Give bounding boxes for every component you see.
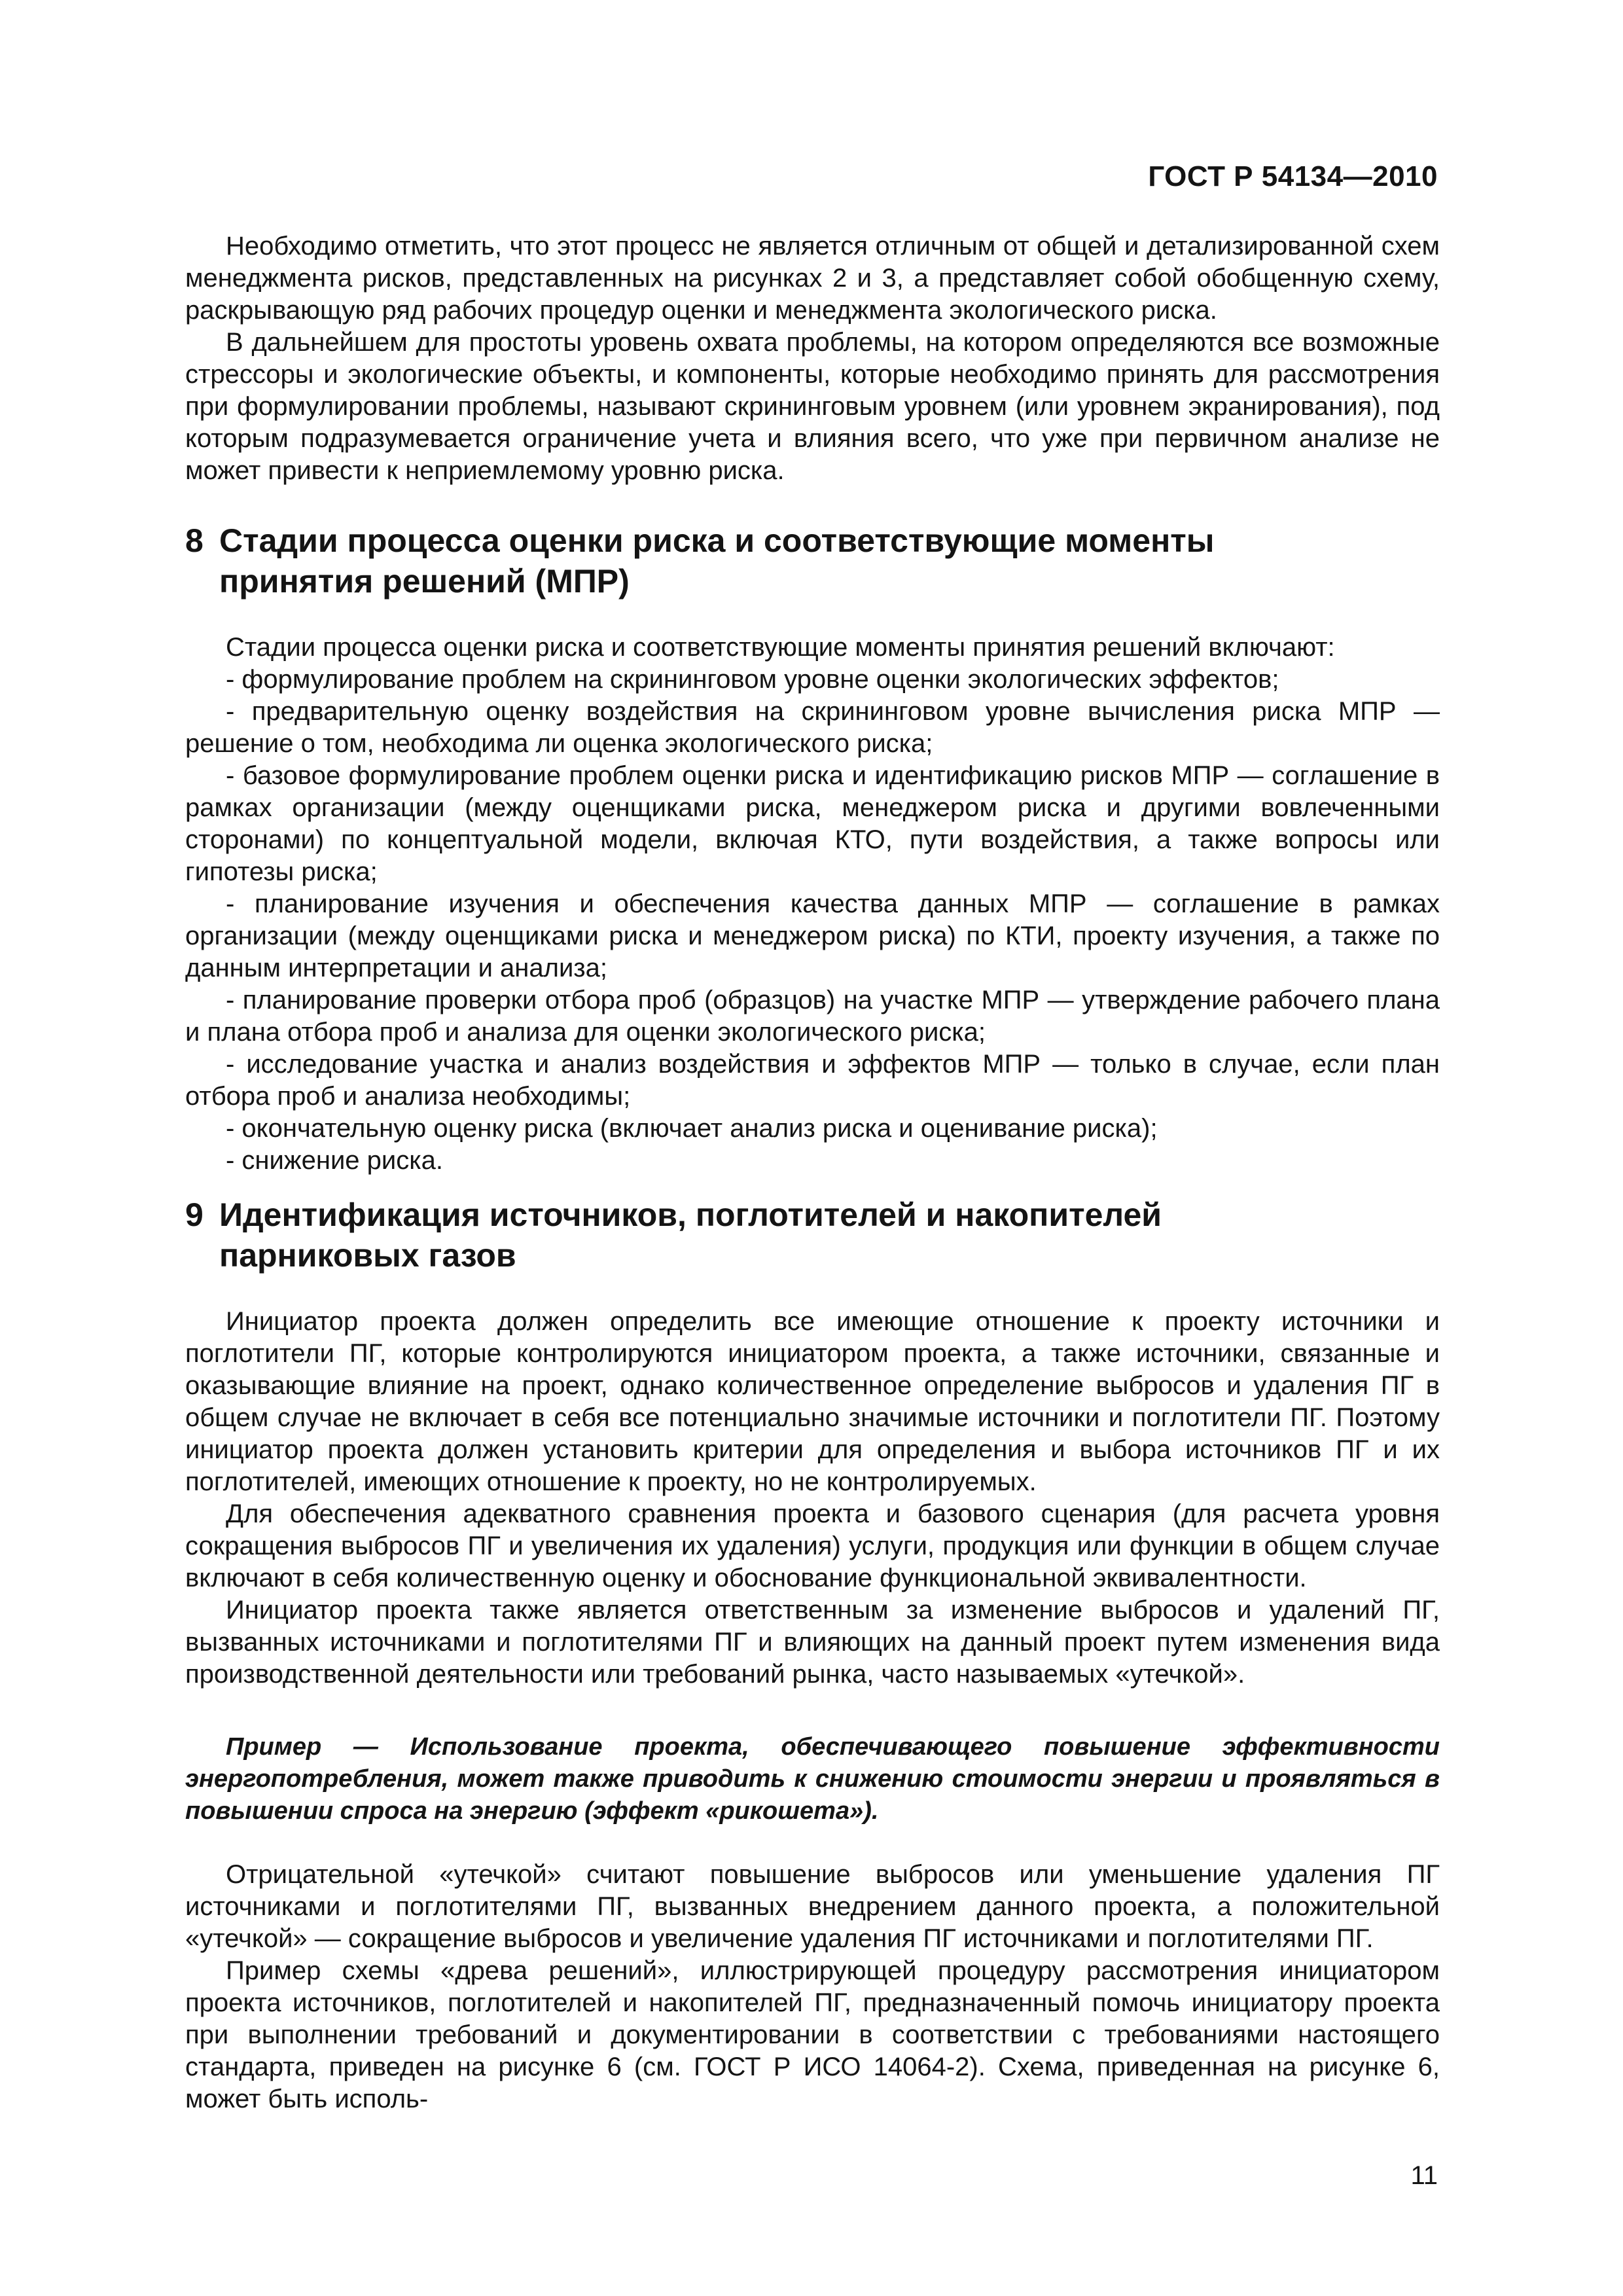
section-number: 9 [185, 1196, 204, 1233]
body-paragraph: Инициатор проекта должен определить все имеющие отношение к проекту источники и поглотители ПГ, которые контролируются инициатором проекта, а также источники, связанные и оказывающие влияние на проект, однако количественное определение выбросов и удаления ПГ в общем случае не включает в себя все потенциально значимые источники и поглотители ПГ. Поэтому инициатор проекта должен установить критерии для определения и выбора источников ПГ и их поглотителей, имеющих отношение к проекту, но не контролируемых. [185, 1307, 1440, 1496]
example-block [185, 1731, 1440, 1827]
section-8-title [185, 520, 1298, 601]
list-intro: Стадии процесса оценки риска и соответствующие моменты принятия решений включают: [226, 633, 1335, 662]
intro-paragraph: В дальнейшем для простоты уровень охвата проблемы, на котором определяются все возможные стрессоры и экологические объекты, и компоненты, которые необходимо принять для рассмотрения при формулировании проблемы, называют скрининговым уровнем (или уровнем экранирования), под которым подразумевается ограничение учета и влияния всего, что уже при первичном анализе не может привести к неприемлемому уровню риска. [185, 328, 1440, 485]
body-paragraph: Для обеспечения адекватного сравнения проекта и базового сценария (для расчета уровня сокращения выбросов ПГ и увеличения их удаления) услуги, продукция или функции в общем случае включают в себя количественную оценку и обоснование функциональной эквивалентности. [185, 1499, 1440, 1592]
section-9-title [185, 1194, 1298, 1276]
document-code-header: ГОСТ Р 54134—2010 [1148, 160, 1438, 192]
section-9-body-continued [185, 1859, 1440, 2115]
example-text: Пример — Использование проекта, обеспечивающего повышение эффективности энергопотребления, может также приводить к снижению стоимости энергии и проявляться в повышении спроса на энергию (эффект «рикошета»). [185, 1733, 1440, 1825]
body-paragraph: Отрицательной «утечкой» считают повышение выбросов или уменьшение удаления ПГ источниками и поглотителями ПГ, вызванных внедрением данного проекта, а положительной «утечкой» — сокращение выбросов и увеличение удаления ПГ источниками и поглотителями ПГ. [185, 1860, 1440, 1953]
section-8-body [185, 632, 1440, 1177]
page-number: 11 [1410, 2161, 1438, 2190]
list-item: - планирование проверки отбора проб (образцов) на участке МПР — утверждение рабочего плана и плана отбора проб и анализа для оценки экологического риска; [185, 986, 1440, 1047]
list-item: - формулирование проблем на скрининговом уровне оценки экологических эффектов; [226, 665, 1279, 694]
section-title-line2: парниковых газов [219, 1237, 516, 1274]
section-title-line2: принятия решений (МПР) [219, 563, 630, 600]
intro-block [185, 230, 1440, 487]
section-9-body [185, 1306, 1440, 1691]
body-paragraph: Пример схемы «древа решений», иллюстрирующей процедуру рассмотрения инициатором проекта источников, поглотителей и накопителей ПГ, предназначенный помочь инициатору проекта при выполнении требований и документировании в соответствии с требованиями настоящего стандарта, приведен на рисунке 6 (см. ГОСТ Р ИСО 14064-2). Схема, приведенная на рисунке 6, может быть исполь- [185, 1956, 1440, 2113]
list-item: - исследование участка и анализ воздействия и эффектов МПР — только в случае, если план отбора проб и анализа необходимы; [185, 1050, 1440, 1111]
section-number: 8 [185, 522, 204, 559]
list-item: - планирование изучения и обеспечения качества данных МПР — соглашение в рамках организации (между оценщиками риска и менеджером риска) по КТИ, проекту изучения, а также по данным интерпретации и анализа; [185, 889, 1440, 982]
list-item: - окончательную оценку риска (включает анализ риска и оценивание риска); [226, 1114, 1158, 1143]
section-title-line1: Стадии процесса оценки риска и соответствующие моменты [219, 522, 1215, 559]
intro-paragraph: Необходимо отметить, что этот процесс не является отличным от общей и детализированной схем менеджмента рисков, представленных на рисунках 2 и 3, а представляет собой обобщенную схему, раскрывающую ряд рабочих процедур оценки и менеджмента экологического риска. [185, 232, 1440, 325]
list-item: - снижение риска. [226, 1146, 443, 1175]
list-item: - предварительную оценку воздействия на скрининговом уровне вычисления риска МПР — решение о том, необходима ли оценка экологического риска; [185, 697, 1440, 758]
body-paragraph: Инициатор проекта также является ответственным за изменение выбросов и удалений ПГ, вызванных источниками и поглотителями ПГ и влияющих на данный проект путем изменения вида производственной деятельности или требований рынка, часто называемых «утечкой». [185, 1596, 1440, 1689]
section-title-line1: Идентификация источников, поглотителей и накопителей [219, 1196, 1162, 1233]
list-item: - базовое формулирование проблем оценки риска и идентификацию рисков МПР — соглашение в рамках организации (между оценщиками риска, менеджером риска и другими вовлеченными сторонами) по концептуальной модели, включая КТО, пути воздействия, а также вопросы или гипотезы риска; [185, 761, 1440, 886]
